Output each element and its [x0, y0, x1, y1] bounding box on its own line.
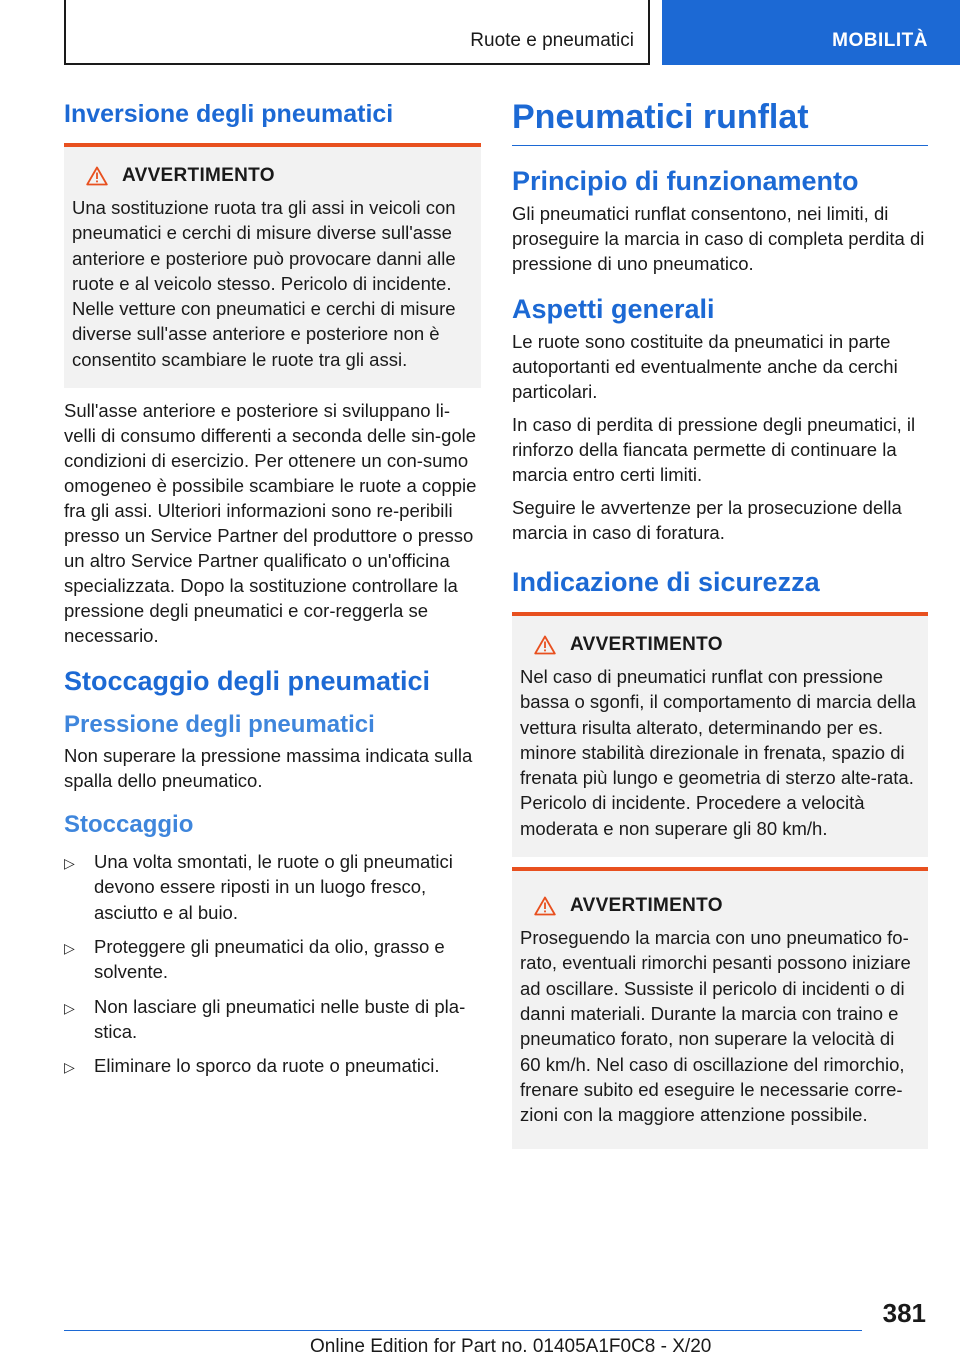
header-chapter-label: MOBILITÀ [832, 30, 928, 51]
list-item-text: Una volta smontati, le ruote o gli pneumatici devono essere riposti in un luogo fresco, asciutto e al buio. [94, 851, 453, 923]
bullet-triangle-icon: ▷ [64, 939, 75, 956]
header-frame [64, 0, 650, 65]
list-item-text: Proteggere gli pneumatici da olio, grasso e solvente. [94, 935, 445, 983]
subsection-title-general: Aspetti generali [512, 294, 715, 324]
warning-header [534, 630, 918, 660]
section-title-tire-rotation: Inversione degli pneumatici [64, 100, 481, 147]
list-item [64, 1053, 481, 1080]
section-title-tire-storage: Stoccaggio degli pneumatici [64, 666, 431, 697]
pressure-paragraph: Non superare la pressione massima indicata sulla spalla dello pneumatico. [64, 745, 473, 792]
bullet-triangle-icon: ▷ [64, 1059, 75, 1076]
warning-box-2 [512, 867, 928, 1149]
list-item [64, 934, 481, 985]
subsection-title-tire-pressure: Pressione degli pneumatici [64, 711, 375, 739]
warning-header [534, 891, 918, 921]
footer-edition-text: Online Edition for Part no. 01405A1F0C8 - X/20 [310, 1336, 712, 1357]
header-section-title: Ruote e pneumatici [470, 30, 634, 51]
general-paragraph-2: In caso di perdita di pressione degli pneumatici, il rinforzo della fiancata permette di continuare la marcia entro certi limiti. [512, 414, 916, 485]
footer-divider [64, 1330, 862, 1331]
storage-bullet-list [64, 849, 481, 1080]
section-title-runflat: Pneumatici runflat [512, 98, 928, 146]
left-column [64, 100, 481, 1089]
warning-label: AVVERTIMENTO [570, 895, 723, 917]
header-chapter-tab [662, 0, 960, 65]
warning-box-1 [512, 612, 928, 857]
warning-text: Proseguendo la marcia con uno pneumatico fo-rato, eventuali rimorchi pesanti possono iniziare ad oscillare. Sussiste il pericolo di incidenti o di danni materiali. Durante la marcia con traino e pneumatico forato, non superare la velocità di 60 km/h. Nel caso di oscillazione del rimorchio, frenare subito ed eseguire le necessarie corre-zioni con la maggiore attenzione possibile. [520, 927, 911, 1126]
warning-label: AVVERTIMENTO [122, 165, 275, 186]
list-item-text: Eliminare lo sporco da ruote o pneumatici. [94, 1055, 440, 1077]
subsection-title-storage: Stoccaggio [64, 811, 194, 839]
warning-text: Nel caso di pneumatici runflat con pressione bassa o sgonfi, il comportamento di marcia della vettura risulta alterato, determinando per es. minore stabilità direzionale in frenata, spazio di frenata più lungo e geometria di sterzo alte-rata. Pericolo di incidente. Procedere a velocità moderata e non superare gli 80 km/h. [520, 666, 916, 839]
warning-triangle-icon [86, 166, 108, 186]
warning-label: AVVERTIMENTO [570, 634, 723, 655]
general-paragraph-1: Le ruote sono costituite da pneumatici in parte autoportanti ed eventualmente anche da cerchi particolari. [512, 331, 898, 402]
general-paragraph-3: Seguire le avvertenze per la prosecuzione della marcia in caso di foratura. [512, 497, 902, 543]
list-item [64, 849, 481, 925]
list-item [64, 994, 481, 1045]
subsection-title-principle: Principio di funzionamento [512, 166, 859, 196]
warning-text: Una sostituzione ruota tra gli assi in veicoli con pneumatici e cerchi di misure diverse sull'asse anteriore e posteriore può provocare danni alle ruote e al veicolo stesso. Pericolo di incidente. Nelle vetture con pneumatici e cerchi di misure diverse sull'asse anteriore e posteriore non è consentito scambiare le ruote tra gli assi. [72, 197, 456, 370]
page-number: 381 [882, 1298, 926, 1328]
list-item-text: Non lasciare gli pneumatici nelle buste di pla-stica. [94, 995, 466, 1042]
right-column [512, 96, 928, 1149]
rotation-paragraph: Sull'asse anteriore e posteriore si sviluppano li-velli di consumo differenti a seconda delle sin-gole condizioni di esercizio. Per ottenere un con-sumo omogeneo è possibile scambiare le ruote a coppie fra gli assi. Ulteriori informazioni sono re-peribili presso un Service Partner del produttore o presso un altro Service Partner qualificato o un'officina specializzata. Dopo la sostituzione controllare la pressione degli pneumatici e cor-reggerla se necessario. [64, 400, 477, 647]
warning-header [86, 161, 471, 191]
warning-triangle-icon [534, 635, 556, 655]
bullet-triangle-icon: ▷ [64, 999, 75, 1016]
warning-box [64, 147, 481, 388]
bullet-triangle-icon: ▷ [64, 855, 75, 872]
principle-paragraph: Gli pneumatici runflat consentono, nei limiti, di proseguire la marcia in caso di completa perdita di pressione di uno pneumatico. [512, 203, 925, 274]
warning-triangle-icon [534, 896, 556, 916]
subsection-title-safety: Indicazione di sicurezza [512, 567, 820, 597]
